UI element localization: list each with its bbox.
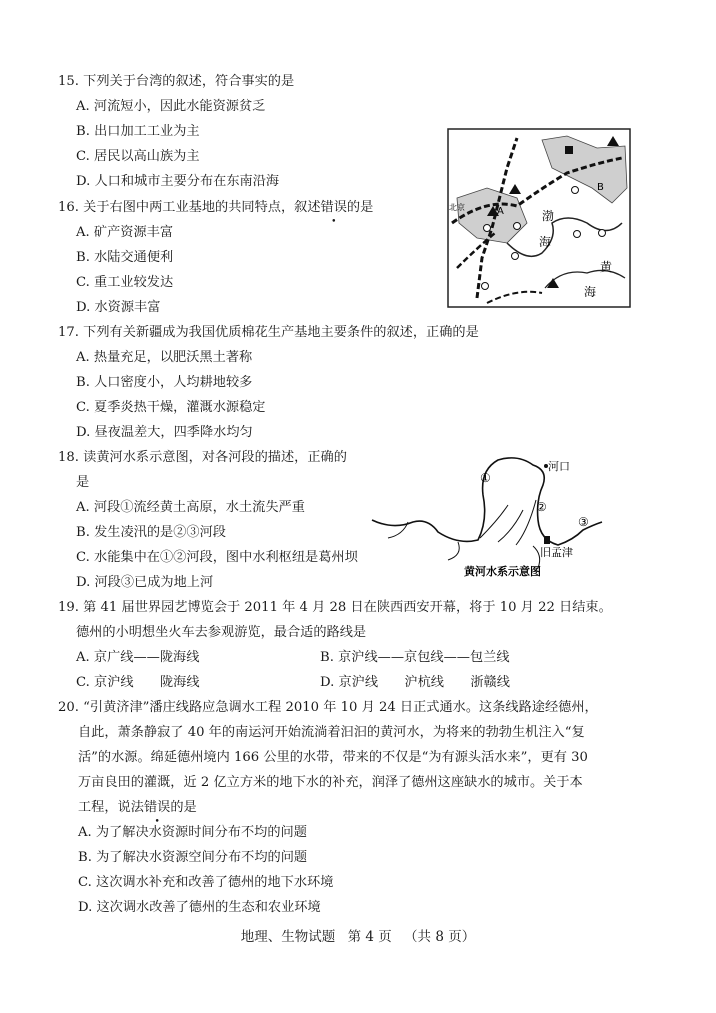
q17-option-c: C. 夏季炎热干燥，灌溉水源稳定 (76, 400, 266, 415)
map18-label-hekou: 河口 (548, 460, 570, 473)
q20-stem-line-3: 活”的水源。绵延德州境内 166 公里的水带，带来的不仅是“为有源头活水来”，更有 30 (78, 750, 588, 765)
map18-label-station: 旧孟津 (540, 546, 573, 559)
q16-option-c: C. 重工业较发达 (76, 275, 174, 290)
q16-stem-part1: 16. 关于右图中两工业基地的共同特点，叙述 (58, 200, 321, 215)
q16-stem (58, 198, 373, 218)
map16-label-city: 北京 (449, 203, 465, 212)
q20-last-part2: 的是 (170, 800, 197, 815)
yellow-river-diagram (368, 450, 608, 580)
q19-option-d: D. 京沪线 沪杭线 浙赣线 (320, 675, 510, 690)
q18-stem-cont: 是 (76, 475, 90, 490)
q18-option-c: C. 水能集中在①②河段，图中水利枢纽是葛州坝 (76, 550, 358, 565)
q20-emphasis: 错误 (143, 800, 171, 815)
q16-stem-part2: 的是 (346, 200, 374, 215)
q19-option-c: C. 京沪线 陇海线 (76, 675, 200, 690)
q15-option-b: B. 出口加工工业为主 (76, 124, 200, 139)
q19-option-b: B. 京沪线——京包线——包兰线 (320, 650, 510, 665)
bohai-industrial-map (447, 128, 631, 308)
q16-option-a: A. 矿产资源丰富 (76, 225, 174, 240)
q19-stem: 19. 第 41 届世界园艺博览会于 2011 年 4 月 28 日在陕西西安开幕，将于 10 月 22 日结束。 (58, 600, 612, 615)
page-footer (0, 925, 716, 945)
map16-label-b: B (597, 182, 604, 193)
map16-label-huanghai-1: 黄 (600, 260, 613, 274)
q20-stem-line-2: 自此，萧条静寂了 40 年的南运河开始流淌着汩汩的黄河水，为将来的勃勃生机注入“复 (78, 725, 585, 740)
map18-label-section-1: ① (480, 471, 491, 485)
q15-option-d: D. 人口和城市主要分布在东南沿海 (76, 174, 280, 189)
map18-caption: 黄河水系示意图 (464, 565, 541, 578)
q17-stem: 17. 下列有关新疆成为我国优质棉花生产基地主要条件的叙述，正确的是 (58, 325, 479, 340)
q20-stem-line-5 (78, 798, 197, 818)
q20-stem-line-1: 20. “引黄济津”潘庄线路应急调水工程 2010 年 10 月 24 日正式通水。这条线路途经德州， (58, 700, 598, 715)
q20-last-part1: 工程，说法 (78, 800, 144, 815)
q15-option-c: C. 居民以高山族为主 (76, 149, 200, 164)
map18-label-section-3: ③ (578, 515, 589, 529)
q18-option-d: D. 河段③已成为地上河 (76, 575, 214, 590)
q17-option-b: B. 人口密度小，人均耕地较多 (76, 375, 253, 390)
q19-option-a: A. 京广线——陇海线 (76, 650, 200, 665)
q15-option-a: A. 河流短小，因此水能资源贫乏 (76, 99, 266, 114)
q17-option-d: D. 昼夜温差大，四季降水均匀 (76, 425, 253, 440)
q18-option-a: A. 河段①流经黄土高原，水土流失严重 (76, 500, 305, 515)
map18-label-section-2: ② (536, 500, 547, 514)
q20-stem-line-4: 万亩良田的灌溉，近 2 亿立方米的地下水的补充，润泽了德州这座缺水的城市。关于本 (78, 775, 583, 790)
map16-label-huanghai-2: 海 (584, 285, 597, 299)
footer-subject: 地理、生物试题 (240, 929, 336, 945)
q16-option-d: D. 水资源丰富 (76, 300, 161, 315)
map16-label-a: A (497, 206, 504, 217)
footer-page: 第 4 页 (347, 929, 392, 945)
q18-option-b: B. 发生凌汛的是②③河段 (76, 525, 226, 540)
q20-option-c: C. 这次调水补充和改善了德州的地下水环境 (78, 875, 334, 890)
q19-stem-cont: 德州的小明想坐火车去参观游览，最合适的路线是 (76, 625, 367, 640)
footer-total: （共 8 页） (404, 929, 476, 945)
q20-option-b: B. 为了解决水资源空间分布不均的问题 (78, 850, 308, 865)
q17-option-a: A. 热量充足，以肥沃黑土著称 (76, 350, 253, 365)
q20-option-d: D. 这次调水改善了德州的生态和农业环境 (78, 900, 321, 915)
map16-label-bohai-1: 渤 (542, 209, 555, 223)
q16-emphasis: 错误 (320, 200, 347, 215)
map16-label-bohai-2: 海 (539, 235, 552, 249)
q18-stem: 18. 读黄河水系示意图，对各河段的描述，正确的 (58, 450, 347, 465)
q15-stem: 15. 下列关于台湾的叙述，符合事实的是 (58, 74, 295, 89)
q16-option-b: B. 水陆交通便利 (76, 250, 174, 265)
q20-option-a: A. 为了解决水资源时间分布不均的问题 (78, 825, 307, 840)
